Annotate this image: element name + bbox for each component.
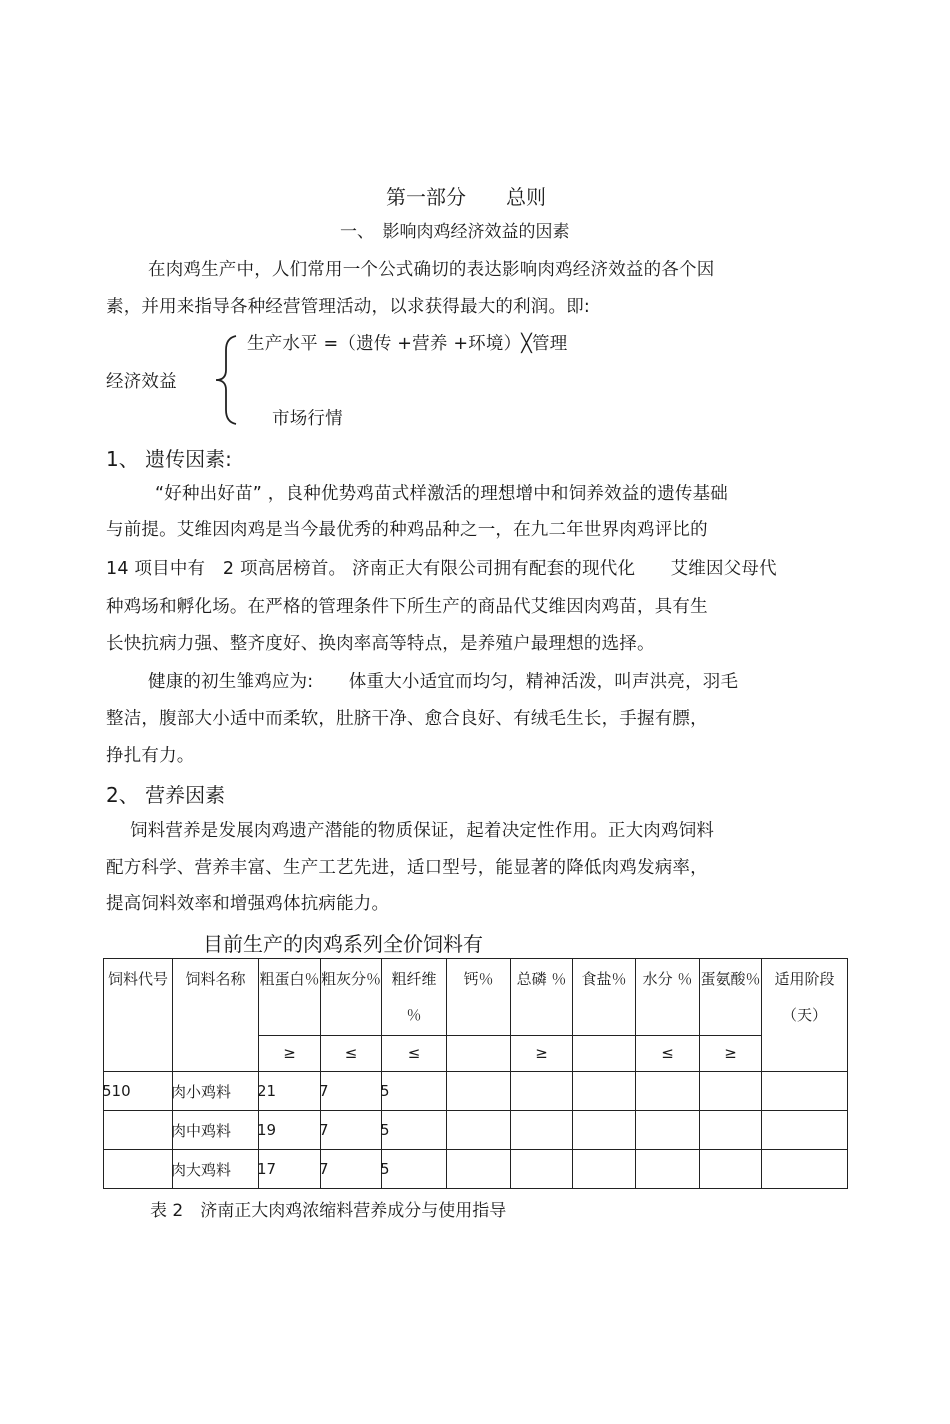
header-cell: 粗纤维 ％ [382, 959, 447, 1036]
header-cell: 粗蛋白％ [259, 959, 321, 1036]
header-cell: 饲料代号 [104, 959, 173, 1072]
symbol-cell: ≥ [700, 1036, 762, 1072]
symbol-cell: ≥ [511, 1036, 573, 1072]
symbol-cell: ≤ [636, 1036, 700, 1072]
header-cell: 粗灰分％ [321, 959, 382, 1036]
nutrition-line: 配方科学、营养丰富、生产工艺先进，适口型号，能显著的降低肉鸡发病率， [106, 858, 708, 878]
ash-cell: 7 [319, 1160, 329, 1178]
protein-cell: 17 [257, 1160, 277, 1178]
nutrition-line: 提高饲料效率和增强鸡体抗病能力。 [106, 894, 390, 914]
genetics-line: 长快抗病力强、整齐度好、换肉率高等特点，是养殖户最理想的选择。 [106, 634, 655, 654]
chick-line: 健康的初生雏鸡应为: 体重大小适宜而均匀，精神活泼，叫声洪亮，羽毛 [148, 672, 739, 692]
header-cell: 钙％ [447, 959, 511, 1036]
symbol-cell [447, 1036, 511, 1072]
table-caption: 表 2 济南正大肉鸡浓缩料营养成分与使用指导 [150, 1201, 507, 1221]
feed-table [103, 958, 848, 1189]
header-cell: 水分 ％ [636, 959, 700, 1036]
name-cell: 肉大鸡料 [171, 1160, 232, 1179]
ash-cell: 7 [319, 1121, 329, 1139]
formula-left: 经济效益 [106, 372, 177, 392]
header-cell: 食盐％ [573, 959, 636, 1036]
chick-line: 整洁，腹部大小适中而柔软，肚脐干净、愈合良好、有绒毛生长，手握有膘， [106, 709, 708, 729]
genetics-line: “好种出好苗” ，良种优势鸡苗式样激活的理想增中和饲养效益的遗传基础 [155, 484, 728, 504]
code-cell: 510 [102, 1082, 131, 1100]
genetics-line: 与前提。艾维因肉鸡是当今最优秀的种鸡品种之一，在九二年世界肉鸡评比的 [106, 520, 708, 540]
genetics-heading: 1、 遗传因素: [106, 447, 232, 471]
table-row [104, 1150, 848, 1189]
intro-line-1: 在肉鸡生产中，人们常用一个公式确切的表达影响肉鸡经济效益的各个因 [148, 260, 715, 280]
table-row [104, 1111, 848, 1150]
part-title: 第一部分 总则 [386, 185, 546, 209]
genetics-line: 14 项目中有 2 项高居榜首。 济南正大有限公司拥有配套的现代化 艾维因父母代 [106, 559, 777, 579]
name-cell: 肉中鸡料 [171, 1121, 232, 1140]
genetics-line: 种鸡场和孵化场。在严格的管理条件下所生产的商品代艾维因肉鸡苗，具有生 [106, 597, 708, 617]
symbol-cell: ≤ [321, 1036, 382, 1072]
fiber-cell: 5 [380, 1082, 390, 1100]
protein-cell: 21 [257, 1082, 277, 1100]
header-cell: 饲料名称 [173, 959, 259, 1072]
chick-line: 挣扎有力。 [106, 746, 195, 766]
protein-cell: 19 [257, 1121, 277, 1139]
brace-icon [212, 334, 242, 426]
nutrition-heading: 2、 营养因素 [106, 783, 226, 807]
header-cell: 蛋氨酸％ [700, 959, 762, 1036]
intro-line-2: 素，并用来指导各种经营管理活动，以求获得最大的利润。即: [106, 297, 590, 317]
nutrition-line: 饲料营养是发展肉鸡遗产潜能的物质保证，起着决定性作用。正大肉鸡饲料 [130, 821, 715, 841]
fiber-cell: 5 [380, 1121, 390, 1139]
header-cell: 适用阶段（天） [762, 959, 848, 1072]
header-cell: 总磷 ％ [511, 959, 573, 1036]
table-row [104, 1072, 848, 1111]
fiber-cell: 5 [380, 1160, 390, 1178]
ash-cell: 7 [319, 1082, 329, 1100]
name-cell: 肉小鸡料 [171, 1082, 232, 1101]
symbol-cell: ≤ [382, 1036, 447, 1072]
symbol-cell [573, 1036, 636, 1072]
symbol-cell: ≥ [259, 1036, 321, 1072]
formula-bottom: 市场行情 [272, 409, 343, 429]
section-heading: 一、 影响肉鸡经济效益的因素 [340, 222, 570, 242]
formula-top: 生产水平 =（遗传 +营养 +环境）╳管理 [247, 334, 568, 354]
table-title: 目前生产的肉鸡系列全价饲料有 [203, 932, 483, 956]
